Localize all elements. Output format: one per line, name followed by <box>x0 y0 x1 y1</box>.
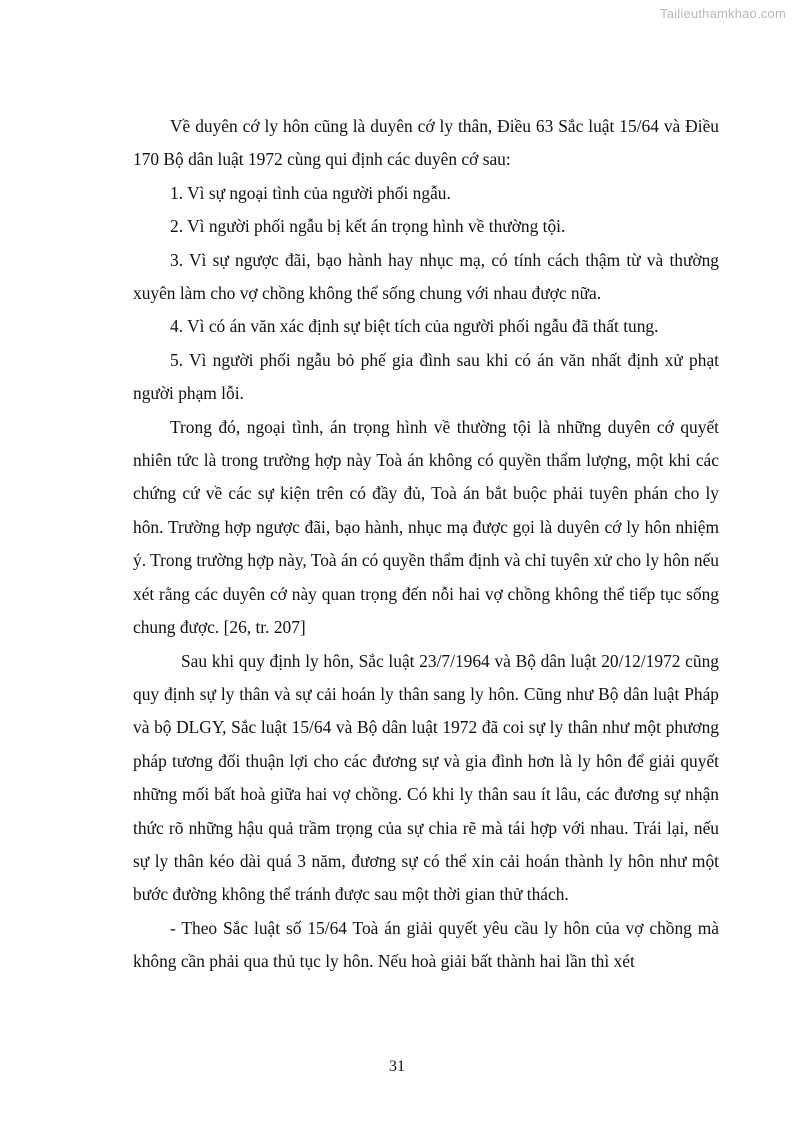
paragraph-intro: Về duyên cớ ly hôn cũng là duyên cớ ly thân, Điều 63 Sắc luật 15/64 và Điều 170 Bộ dân luật 1972 cùng qui định các duyên cớ sau: <box>133 116 719 170</box>
page-number: 31 <box>389 1058 405 1075</box>
list-item-5: 5. Vì người phối ngẫu bỏ phế gia đình sau khi có án văn nhất định xử phạt người phạm lỗi. <box>133 349 719 404</box>
list-item-3: 3. Vì sự ngược đãi, bạo hành hay nhục mạ, có tính cách thậm từ và thường xuyên làm cho vợ chồng không thể sống chung với nhau được nữa. <box>133 249 719 304</box>
watermark-text: Tailieuthamkhao.com <box>660 6 786 21</box>
list-item-4: 4. Vì có án văn xác định sự biệt tích của người phối ngẫu đã thất tung. <box>170 316 659 337</box>
paragraph-decree: - Theo Sắc luật số 15/64 Toà án giải quyết yêu cầu ly hôn của vợ chồng mà không cần phải qua thủ tục ly hôn. Nếu hoà giải bất thành hai lần thì xét <box>133 917 719 972</box>
list-item-2: 2. Vì người phối ngẫu bị kết án trọng hình về thường tội. <box>170 216 566 237</box>
paragraph-grounds: Trong đó, ngoại tình, án trọng hình về thường tội là những duyên cớ quyết nhiên tức là trong trường hợp này Toà án không có quyền thẩm lượng, một khi các chứng cứ về các sự kiện trên có đầy đủ, Toà án bắt buộc phải tuyên phán cho ly hôn. Trường hợp ngược đãi, bạo hành, nhục mạ được gọi là duyên cớ ly hôn nhiệm ý. Trong trường hợp này, Toà án có quyền thẩm định và chỉ tuyên xử cho ly hôn nếu xét rằng các duyên cớ này quan trọng đến nỗi hai vợ chồng không thể tiếp tục sống chung được. [26, tr. 207] <box>133 416 719 638</box>
paragraph-separation: Sau khi quy định ly hôn, Sắc luật 23/7/1964 và Bộ dân luật 20/12/1972 cũng quy định sự ly thân và sự cải hoán ly thân sang ly hôn. Cũng như Bộ dân luật Pháp và bộ DLGY, Sắc luật 15/64 và Bộ dân luật 1972 đã coi sự ly thân như một phương pháp tương đối thuận lợi cho các đương sự và gia đình hơn là ly hôn để giải quyết những mối bất hoà giữa hai vợ chồng. Có khi ly thân sau ít lâu, các đương sự nhận thức rõ những hậu quả trầm trọng của sự chia rẽ mà tái hợp với nhau. Trái lại, nếu sự ly thân kéo dài quá 3 năm, đương sự có thể xin cải hoán thành ly hôn như một bước đường không thể tránh được sau một thời gian thử thách. <box>133 650 719 905</box>
document-body <box>133 110 719 979</box>
list-item-1: 1. Vì sự ngoại tình của người phối ngẫu. <box>170 182 451 203</box>
